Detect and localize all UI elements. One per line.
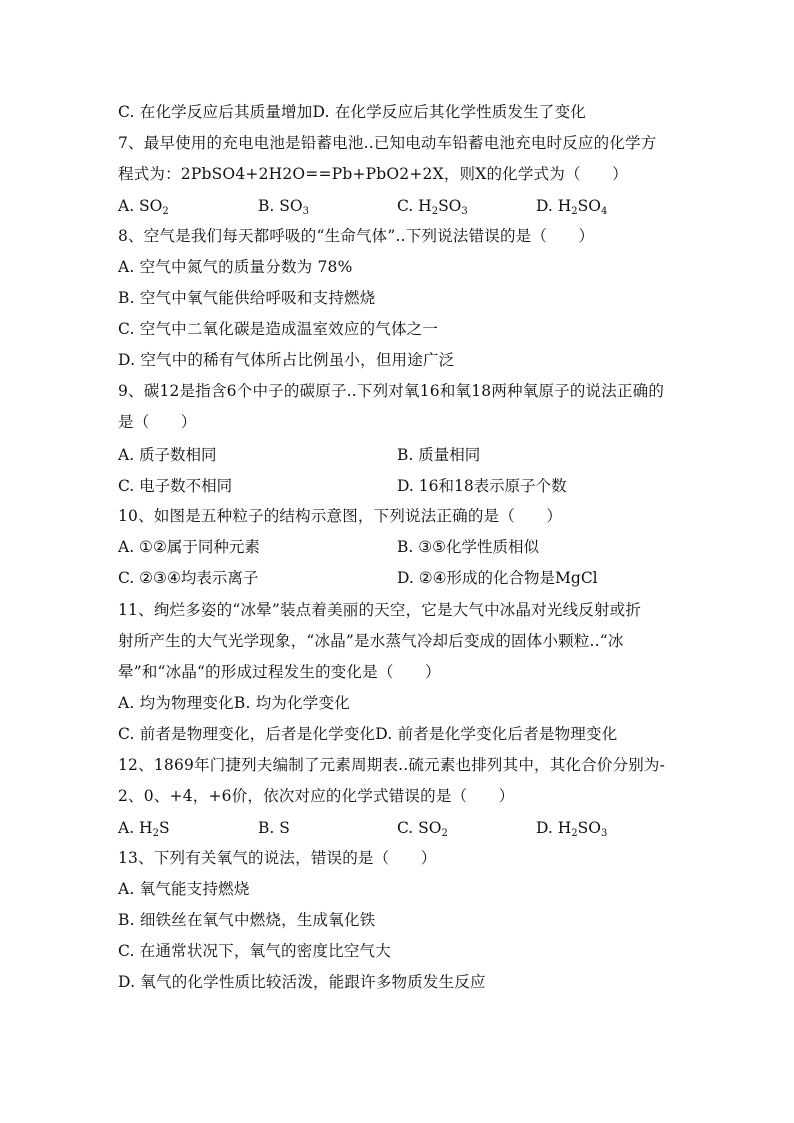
q12-option-c: C. $SO_2$ [397,819,448,839]
q9-option-a: A. 质子数相同 [118,446,217,464]
q8-option-b: B. 空气中氧气能供给呼吸和支持燃烧 [118,289,376,307]
q8-stem: 8、空气是我们每天都呼吸的“生命气体”..下列说法错误的是（ ） [118,227,595,245]
q9-option-b: B. 质量相同 [397,446,481,464]
q11-stem-line1: 11、绚烂多姿的“冰晕”装点着美丽的天空，它是大气中冰晶对光线反射或折 [118,601,642,619]
q7-stem-line1: 7、最早使用的充电电池是铅蓄电池..已知电动车铅蓄电池充电时反应的化学方 [118,134,657,152]
q10-option-d: D. ②④形成的化合物是MgCl [397,569,598,587]
q7-option-d: D. $H_2SO_4$ [536,197,608,217]
q9-option-c: C. 电子数不相同 [118,477,233,495]
q11-stem-line2: 射所产生的大气光学现象，“冰晶”是水蒸气冷却后变成的固体小颗粒..“冰 [118,632,624,650]
q6-options-cd: C. 在化学反应后其质量增加D. 在化学反应后其化学性质发生了变化 [118,103,586,121]
q13-option-b: B. 细铁丝在氧气中燃烧，生成氧化铁 [118,911,376,929]
q10-option-b: B. ③⑤化学性质相似 [397,538,540,556]
q11-options-ab: A. 均为物理变化B. 均为化学变化 [118,694,350,712]
q12-option-b: B. S [258,819,290,837]
q11-stem-line3: 晕”和“冰晶“的形成过程发生的变化是（ ） [118,663,441,681]
q7-option-c: C. $H_2SO_3$ [397,197,468,217]
q11-options-cd: C. 前者是物理变化，后者是化学变化D. 前者是化学变化后者是物理变化 [118,725,618,743]
q10-option-a: A. ①②属于同种元素 [118,538,260,556]
q9-stem-line2: 是（ ） [118,413,197,431]
q13-option-a: A. 氧气能支持燃烧 [118,880,250,898]
q10-option-c: C. ②③④均表示离子 [118,569,259,587]
q10-stem: 10、如图是五种粒子的结构示意图，下列说法正确的是（ ） [118,507,563,525]
q8-option-d: D. 空气中的稀有气体所占比例虽小，但用途广泛 [118,351,455,369]
q13-stem: 13、下列有关氧气的说法，错误的是（ ） [118,849,437,867]
q8-option-c: C. 空气中二氧化碳是造成温室效应的气体之一 [118,320,439,338]
q9-option-d: D. 16和18表示原子个数 [397,477,567,495]
q7-option-b: B. $SO_3$ [258,197,309,217]
q9-stem-line1: 9、碳12是指含6个中子的碳原子..下列对氧16和氧18两种氧原子的说法正确的 [118,382,665,400]
q12-option-d: D. $H_2SO_3$ [536,819,608,839]
q12-option-a: A. $H_2S$ [118,819,170,839]
q12-stem-line1: 12、1869年门捷列夫编制了元素周期表..硫元素也排列其中，其化合价分别为- [118,756,666,774]
q13-option-c: C. 在通常状况下，氧气的密度比空气大 [118,942,391,960]
q13-option-d: D. 氧气的化学性质比较活泼，能跟许多物质发生反应 [118,973,486,991]
q7-stem-line2: 程式为：2PbSO4+2H2O==Pb+PbO2+2X，则X的化学式为（ ） [118,165,628,183]
q8-option-a: A. 空气中氮气的质量分数为 78% [118,258,353,276]
q12-stem-line2: 2、0、+4，+6价，依次对应的化学式错误的是（ ） [118,787,515,805]
q7-option-a: A. $SO_2$ [118,197,169,217]
